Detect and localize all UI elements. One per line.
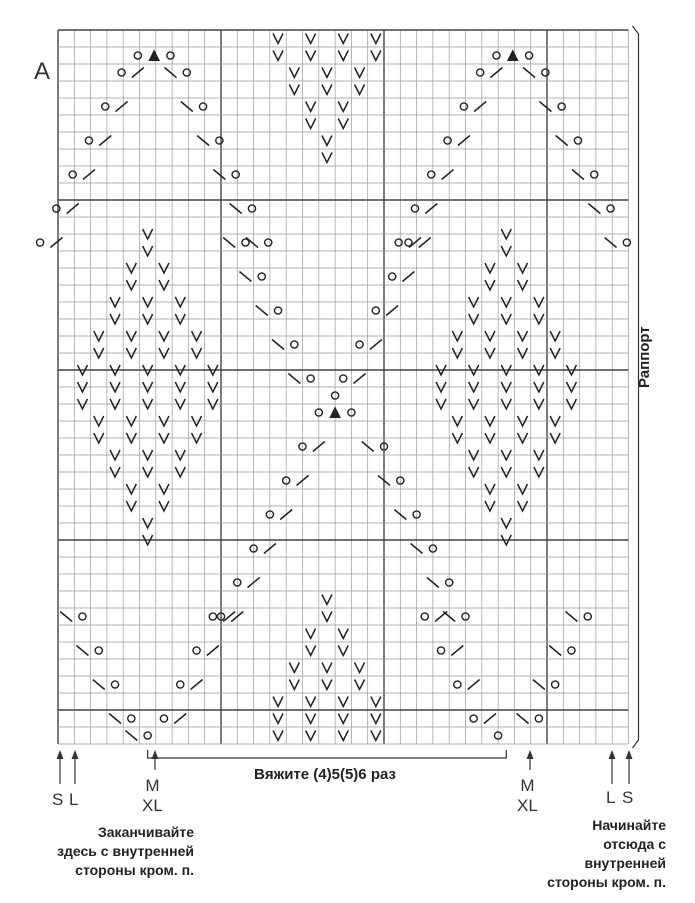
yarn-over-symbol: [428, 171, 435, 178]
yarn-over-symbol: [574, 137, 581, 144]
slipped-v-symbol: [306, 714, 316, 724]
yarn-over-symbol: [356, 341, 363, 348]
yarn-over-symbol: [111, 681, 118, 688]
yarn-over-symbol: [395, 239, 402, 246]
yarn-over-symbol: [134, 52, 141, 59]
size-s-left-arrow-head: [57, 750, 64, 759]
yarn-over-symbol: [411, 205, 418, 212]
yarn-over-symbol: [102, 103, 109, 110]
slipped-v-symbol: [273, 714, 283, 724]
yarn-over-symbol: [232, 171, 239, 178]
slash-right-symbol: [468, 680, 480, 690]
slash-left-symbol: [164, 68, 176, 78]
slash-left-symbol: [230, 204, 242, 214]
slash-right-symbol: [474, 102, 486, 112]
yarn-over-symbol: [623, 239, 630, 246]
yarn-over-symbol: [454, 681, 461, 688]
yarn-over-symbol: [535, 715, 542, 722]
slash-right-symbol: [50, 238, 62, 248]
slash-left-symbol: [588, 204, 600, 214]
slipped-v-symbol: [371, 731, 381, 741]
slash-right-symbol: [99, 136, 111, 146]
yarn-over-symbol: [167, 52, 174, 59]
slipped-v-symbol: [338, 731, 348, 741]
slash-left-symbol: [523, 68, 535, 78]
size-l-right-arrow-head: [609, 750, 616, 759]
slipped-v-symbol: [306, 51, 316, 61]
slash-left-symbol: [109, 714, 121, 724]
slipped-v-symbol: [322, 85, 332, 95]
slipped-v-symbol: [289, 663, 299, 673]
slipped-v-symbol: [338, 714, 348, 724]
end-here-note: Заканчивайте здесь с внутренней стороны кром. п.: [57, 824, 194, 878]
slash-left-symbol: [533, 680, 545, 690]
slash-left-symbol: [197, 136, 209, 146]
slipped-v-symbol: [355, 663, 365, 673]
slipped-v-symbol: [338, 51, 348, 61]
slipped-v-symbol: [355, 680, 365, 690]
slash-right-symbol: [451, 646, 463, 656]
yarn-over-symbol: [372, 307, 379, 314]
slash-left-symbol: [93, 680, 105, 690]
slash-left-symbol: [213, 170, 225, 180]
yarn-over-symbol: [193, 647, 200, 654]
slash-right-symbol: [442, 170, 454, 180]
yarn-over-symbol: [128, 715, 135, 722]
yarn-over-symbol: [36, 239, 43, 246]
slipped-v-symbol: [289, 68, 299, 78]
slash-right-symbol: [484, 714, 496, 724]
triangle-decrease-symbol: [508, 51, 518, 61]
yarn-over-symbol: [421, 613, 428, 620]
triangle-decrease-symbol: [330, 408, 340, 418]
size-s-right-arrow-head: [626, 750, 633, 759]
yarn-over-symbol: [85, 137, 92, 144]
slash-left-symbol: [539, 102, 551, 112]
slash-right-symbol: [207, 646, 219, 656]
yarn-over-symbol: [607, 205, 614, 212]
slash-left-symbol: [181, 102, 193, 112]
slipped-v-symbol: [322, 663, 332, 673]
slipped-v-symbol: [338, 102, 348, 112]
yarn-over-symbol: [568, 647, 575, 654]
yarn-over-symbol: [199, 103, 206, 110]
slipped-v-symbol: [322, 595, 332, 605]
yarn-over-symbol: [389, 273, 396, 280]
slipped-v-symbol: [306, 34, 316, 44]
slipped-v-symbol: [355, 85, 365, 95]
yarn-over-symbol: [460, 103, 467, 110]
slipped-v-symbol: [273, 34, 283, 44]
slash-left-symbol: [223, 238, 235, 248]
slipped-v-symbol: [322, 136, 332, 146]
slipped-v-symbol: [338, 629, 348, 639]
yarn-over-symbol: [242, 239, 249, 246]
slash-left-symbol: [256, 306, 268, 316]
slash-right-symbol: [116, 102, 128, 112]
repeat-bracket: [148, 750, 507, 758]
yarn-over-symbol: [69, 171, 76, 178]
yarn-over-symbol: [444, 137, 451, 144]
yarn-over-symbol: [177, 681, 184, 688]
size-s-left-label: S: [52, 790, 64, 809]
slipped-v-symbol: [371, 714, 381, 724]
slipped-v-symbol: [371, 34, 381, 44]
size-m-xl-left-label: M XL: [142, 776, 163, 815]
slipped-v-symbol: [306, 697, 316, 707]
yarn-over-symbol: [265, 239, 272, 246]
slash-right-symbol: [191, 680, 203, 690]
yarn-over-symbol: [160, 715, 167, 722]
slipped-v-symbol: [322, 680, 332, 690]
slipped-v-symbol: [322, 68, 332, 78]
slash-right-symbol: [354, 374, 366, 384]
yarn-over-symbol: [525, 52, 532, 59]
slash-right-symbol: [458, 136, 470, 146]
slipped-v-symbol: [306, 731, 316, 741]
slipped-v-symbol: [306, 629, 316, 639]
slipped-v-symbol: [306, 102, 316, 112]
yarn-over-symbol: [258, 273, 265, 280]
yarn-over-symbol: [477, 69, 484, 76]
slipped-v-symbol: [338, 119, 348, 129]
size-l-left-arrow-head: [72, 750, 79, 759]
slipped-v-symbol: [289, 680, 299, 690]
slash-left-symbol: [60, 612, 72, 622]
yarn-over-symbol: [118, 69, 125, 76]
slipped-v-symbol: [322, 612, 332, 622]
size-m-xl-right-label: M XL: [517, 776, 538, 815]
slash-left-symbol: [572, 170, 584, 180]
slipped-v-symbol: [273, 51, 283, 61]
slash-left-symbol: [76, 646, 88, 656]
slipped-v-symbol: [355, 68, 365, 78]
slash-right-symbol: [370, 340, 382, 350]
yarn-over-symbol: [470, 715, 477, 722]
rapport-label: Раппорт: [636, 326, 653, 388]
yarn-over-symbol: [558, 103, 565, 110]
yarn-over-symbol: [340, 375, 347, 382]
slash-left-symbol: [272, 340, 284, 350]
slash-right-symbol: [425, 204, 437, 214]
yarn-over-symbol: [216, 137, 223, 144]
slash-right-symbol: [83, 170, 95, 180]
slash-left-symbol: [605, 238, 617, 248]
slipped-v-symbol: [371, 697, 381, 707]
size-s-right-label: S: [622, 788, 634, 807]
slipped-v-symbol: [306, 119, 316, 129]
slash-left-symbol: [549, 646, 561, 656]
slipped-v-symbol: [289, 85, 299, 95]
yarn-over-symbol: [584, 613, 591, 620]
slash-right-symbol: [386, 306, 398, 316]
yarn-over-symbol: [552, 681, 559, 688]
yarn-over-symbol: [248, 205, 255, 212]
yarn-over-symbol: [437, 647, 444, 654]
slash-right-symbol: [402, 272, 414, 282]
slipped-v-symbol: [371, 51, 381, 61]
size-l-left-label: L: [69, 790, 79, 809]
slipped-v-symbol: [322, 153, 332, 163]
slash-left-symbol: [239, 272, 251, 282]
yarn-over-symbol: [493, 52, 500, 59]
slash-left-symbol: [288, 374, 300, 384]
slash-left-symbol: [556, 136, 568, 146]
slash-left-symbol: [517, 714, 529, 724]
yarn-over-symbol: [144, 732, 151, 739]
slash-right-symbol: [132, 68, 144, 78]
slipped-v-symbol: [338, 646, 348, 656]
yarn-over-symbol: [291, 341, 298, 348]
yarn-over-symbol: [209, 613, 216, 620]
yarn-over-symbol: [542, 69, 549, 76]
slash-right-symbol: [419, 238, 431, 248]
slash-right-symbol: [490, 68, 502, 78]
yarn-over-symbol: [95, 647, 102, 654]
slash-right-symbol: [174, 714, 186, 724]
yarn-over-symbol: [591, 171, 598, 178]
repeat-stitches-label: Вяжите (4)5(5)6 раз: [254, 766, 396, 783]
size-m-xl-right-arrow-head: [527, 750, 534, 759]
yarn-over-symbol: [53, 205, 60, 212]
yarn-over-symbol: [405, 239, 412, 246]
triangle-decrease-symbol: [149, 51, 159, 61]
slipped-v-symbol: [306, 646, 316, 656]
yarn-over-symbol: [79, 613, 86, 620]
slipped-v-symbol: [273, 731, 283, 741]
slash-right-symbol: [435, 612, 447, 622]
slipped-v-symbol: [273, 697, 283, 707]
yarn-over-symbol: [307, 375, 314, 382]
slash-left-symbol: [125, 731, 137, 741]
slash-left-symbol: [565, 612, 577, 622]
size-l-right-label: L: [606, 788, 616, 807]
start-here-note: Начинайте отсюда с внутренней стороны кром. п.: [547, 817, 666, 890]
slipped-v-symbol: [338, 34, 348, 44]
slash-right-symbol: [67, 204, 79, 214]
yarn-over-symbol: [183, 69, 190, 76]
yarn-over-symbol: [274, 307, 281, 314]
size-arrows: [57, 26, 639, 784]
slipped-v-symbol: [338, 697, 348, 707]
chart-letter: A: [34, 58, 51, 85]
size-m-xl-left-arrow-head: [152, 750, 159, 759]
